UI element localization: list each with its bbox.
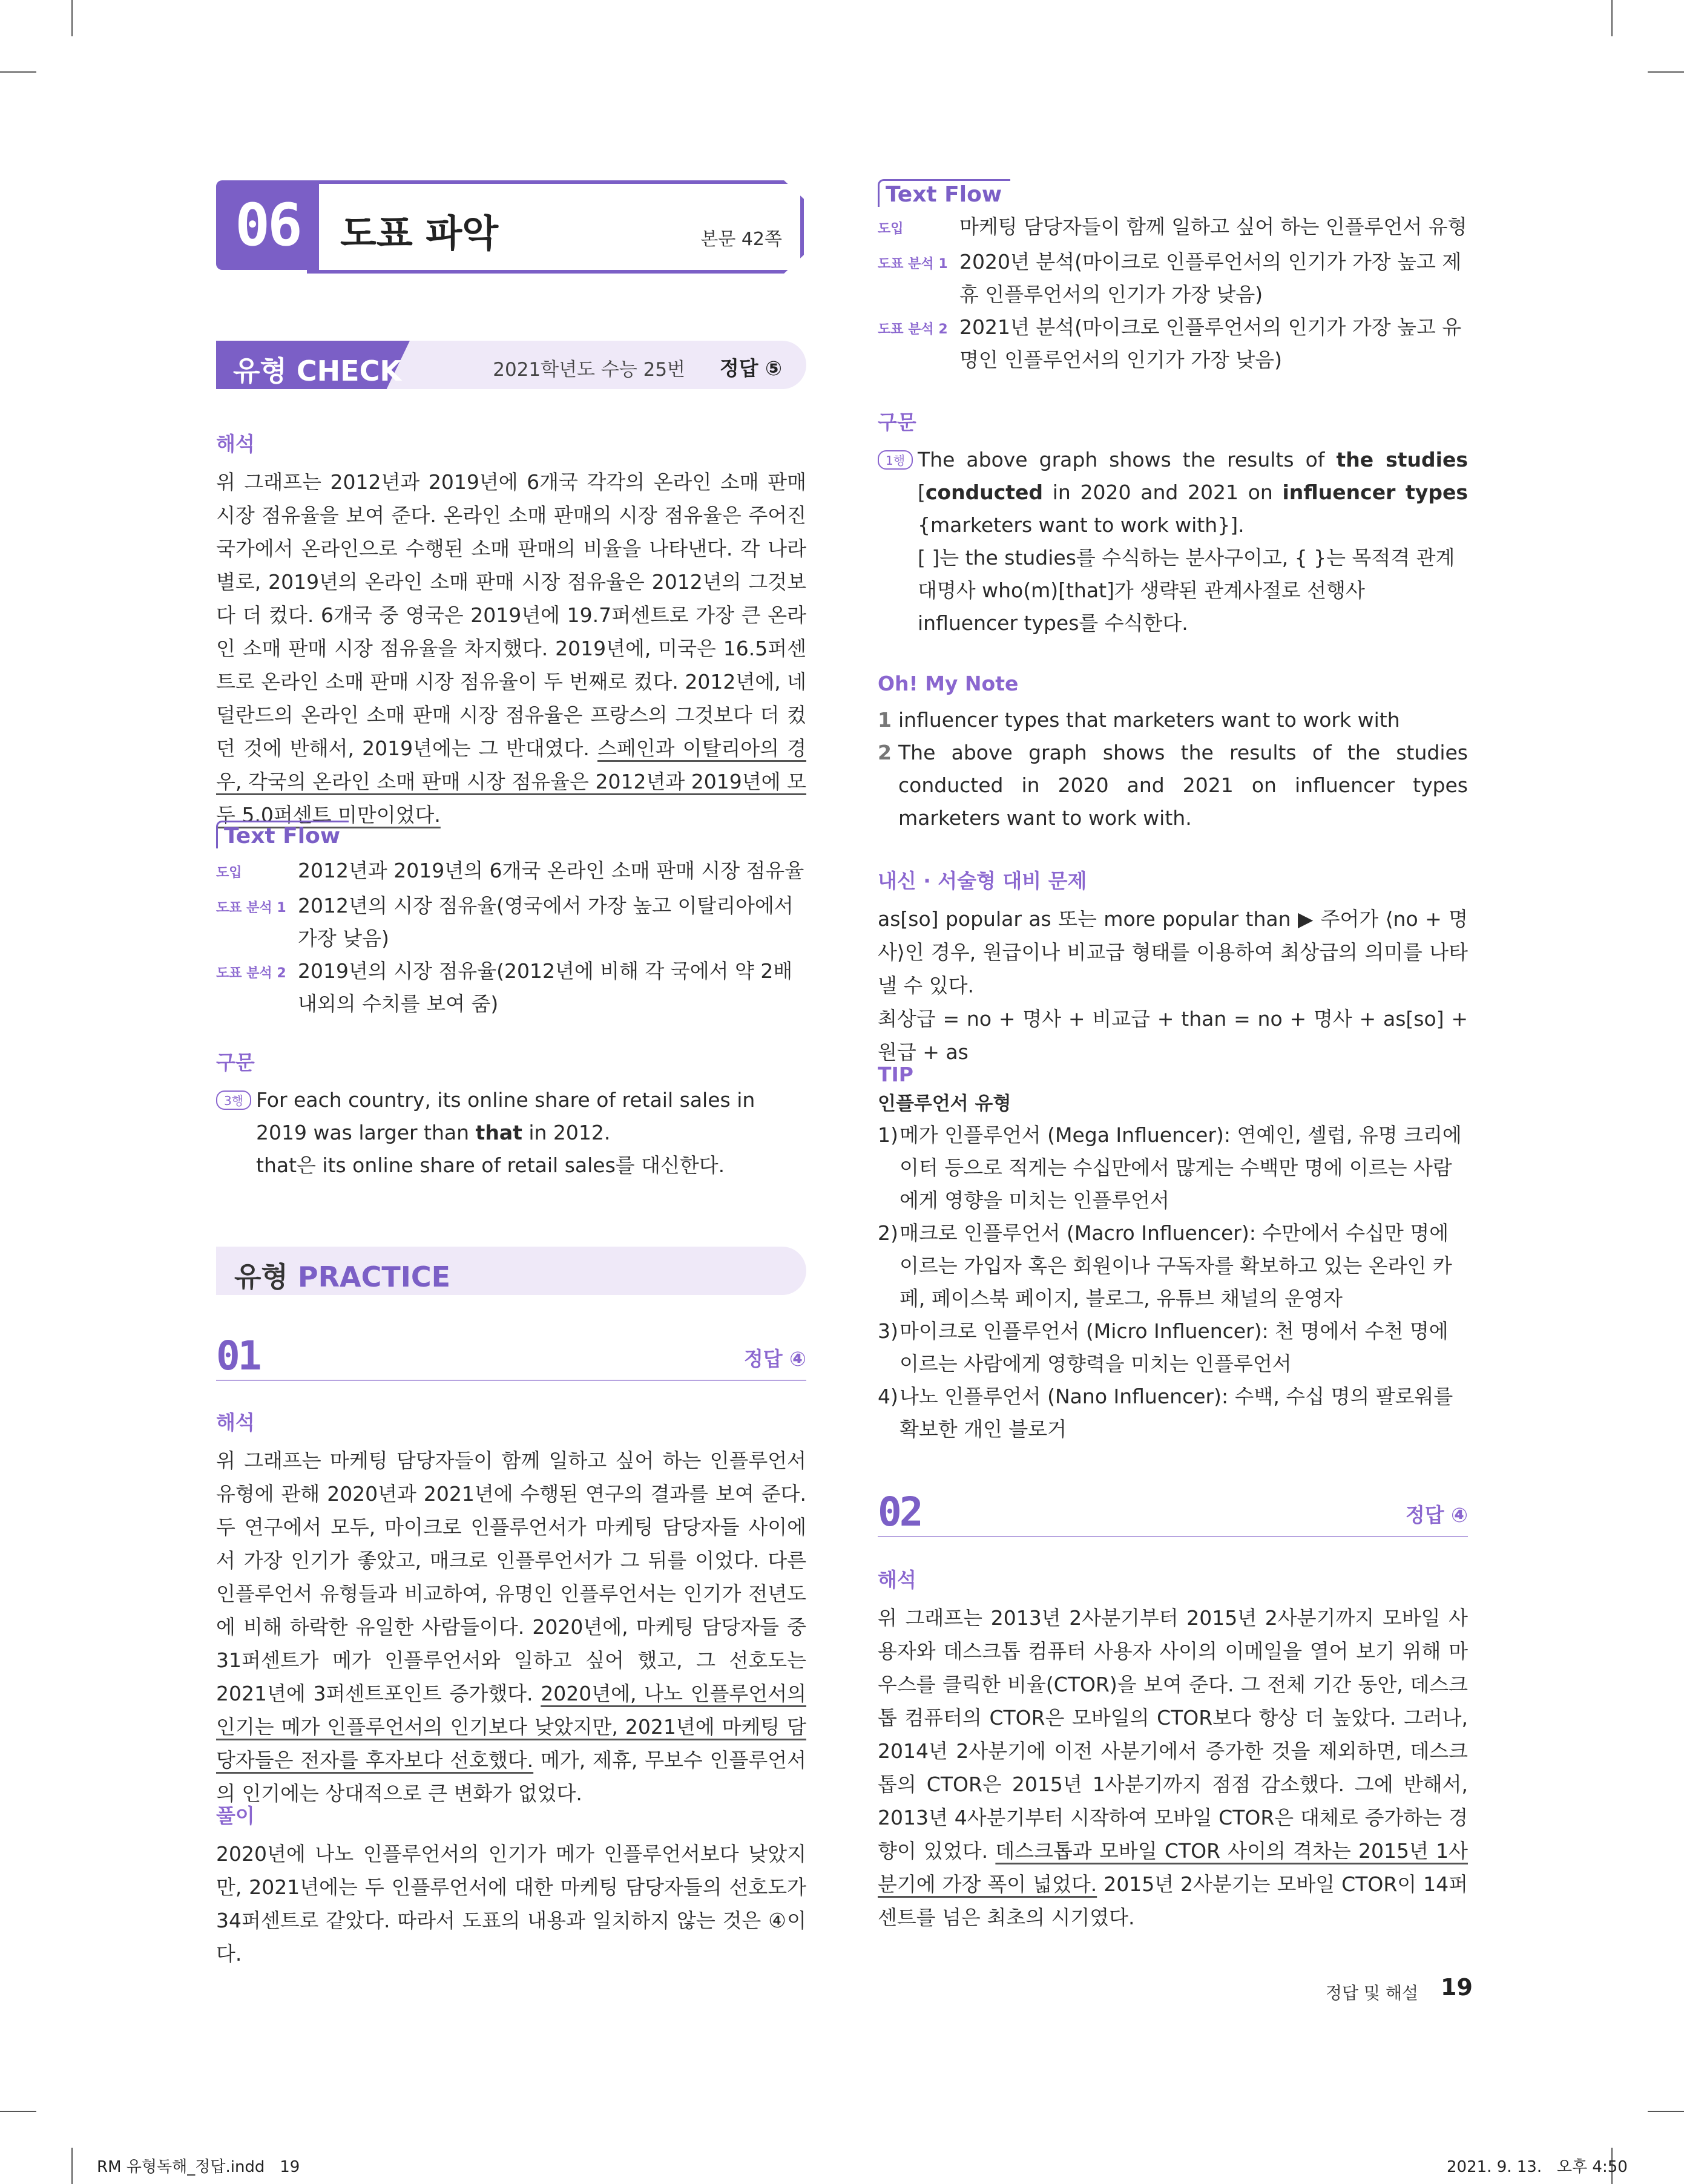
- text-flow-row: [878, 246, 1468, 311]
- interpretation-text: [216, 465, 806, 831]
- text-flow-title: Text Flow: [878, 179, 1010, 207]
- line-badge: 3행: [216, 1090, 251, 1110]
- my-note: [878, 672, 1468, 835]
- tip-number: 3): [878, 1319, 898, 1343]
- crop-mark: [0, 71, 36, 73]
- section-heading: TIP: [878, 1063, 913, 1086]
- grammar-text: in 2020 and 2021 on: [1043, 480, 1283, 504]
- crop-mark: [1648, 2111, 1684, 2112]
- text-flow-label: 도표 분석 2: [216, 966, 286, 981]
- tip-subheading: 인플루언서 유형: [878, 1093, 1011, 1115]
- text-flow-row: [216, 955, 806, 1020]
- text-flow-text: 2020년 분석(마이크로 인플루언서의 인기가 가장 높고 제휴 인플루언서의 인기가 가장 낮음): [959, 250, 1462, 306]
- question-answer: 정답 ④: [1405, 1503, 1468, 1527]
- text-flow-text: 마케팅 담당자들이 함께 일하고 싶어 하는 인플루언서 유형: [959, 215, 1467, 238]
- section-heading: 내신 · 서술형 대비 문제: [878, 869, 1087, 893]
- practice-prefix: 유형: [234, 1261, 298, 1293]
- tip-item: [878, 1380, 1468, 1446]
- type-check-text-flow: [216, 821, 806, 1020]
- chapter-header: [216, 180, 806, 270]
- grammar-text: The above graph shows the results of: [918, 448, 1337, 471]
- section-heading: 해석: [216, 1411, 255, 1434]
- tip-item: [878, 1315, 1468, 1380]
- question-01-interpretation: [216, 1407, 806, 1810]
- note-number: 1: [878, 708, 892, 732]
- grammar-sentence: [256, 1084, 806, 1149]
- note-text: influencer types that marketers want to work with: [898, 708, 1400, 732]
- solution-text: 2020년에 나노 인플루언서의 인기가 메가 인플루언서보다 낮았지만, 2021년에는 두 인플루언서에 대한 마케팅 담당자들의 선호도가 34퍼센트로 같았다. 따라서 도표의 내용과 일치하지 않는 것은 ④이다.: [216, 1842, 806, 1966]
- note-item: [878, 704, 1468, 736]
- section-heading: 구문: [216, 1051, 255, 1074]
- text-flow-label: 도표 분석 1: [216, 900, 286, 916]
- text-flow-text: 2012년과 2019년의 6개국 온라인 소매 판매 시장 점유율: [298, 859, 804, 882]
- type-check-label: 유형 CHECK: [233, 355, 401, 387]
- tip-item: [878, 1119, 1468, 1217]
- type-check-interpretation: [216, 428, 806, 831]
- section-heading: 해석: [878, 1568, 916, 1592]
- chapter-title: 도표 파악: [340, 211, 499, 255]
- tip-text: 마이크로 인플루언서 (Micro Influencer): 천 명에서 수천 명에 이르는 사람에게 영향력을 미치는 인플루언서: [900, 1319, 1449, 1376]
- interpretation-body: 위 그래프는 2012년과 2019년에 6개국 각각의 온라인 소매 판매 시장 점유율을 보여 준다. 온라인 소매 판매의 시장 점유율은 주어진 국가에서 온라인으로 수행된 소매 판매의 비율을 나타낸다. 각 나라별로, 2019년의 온라인 소매 판매 시장 점유율은 2012년의 그것보다 더 컸다. 6개국 중 영국은 2019년에 19.7퍼센트로 가장 큰 온라인 소매 판매 시장 점유율을 차지했다. 2019년에, 미국은 16.5퍼센트로 온라인 소매 판매 시장 점유율이 두 번째로 컸다. 2012년에, 네덜란드의 온라인 소매 판매 시장 점유율은 프랑스의 그것보다 더 컸던 것에 반해서, 2019년에는 그 반대였다.: [216, 470, 806, 760]
- exam-text: as[so] popular as 또는 more popular than ▶ 주어가 ⟨no + 명사⟩인 경우, 원급이나 비교급 형태를 이용하여 최상급의 의미를 나타낼 수 있다.: [878, 907, 1468, 997]
- question-02-interpretation: [878, 1564, 1468, 1934]
- crop-mark: [1648, 71, 1684, 73]
- right-grammar: [878, 407, 1468, 640]
- tip-number: 1): [878, 1123, 898, 1147]
- grammar-bold: conducted: [925, 480, 1044, 504]
- text-flow-label: 도입: [878, 221, 904, 237]
- question-01-header: [216, 1331, 806, 1381]
- question-number: 01: [216, 1333, 260, 1379]
- question-number: 02: [878, 1489, 921, 1535]
- exam-formula: 최상급 = no + 명사 + 비교급 + than = no + 명사 + as[so] + 원급 + as: [878, 1007, 1468, 1064]
- grammar-note: that은 its online share of retail sales를 대신한다.: [256, 1153, 725, 1177]
- question-answer: 정답 ④: [743, 1347, 806, 1371]
- interpretation-text: [216, 1444, 806, 1810]
- page-number: 19: [1441, 1974, 1473, 2001]
- interpretation-text: [878, 1601, 1468, 1934]
- text-flow-label: 도표 분석 1: [878, 257, 948, 272]
- text-flow-label: 도입: [216, 865, 242, 880]
- interpretation-tail: 메가, 제휴, 무보수 인플루언서의 인기에는 상대적으로 큰 변화가 없었다.: [216, 1748, 806, 1805]
- type-check-answer: 정답 ⑤: [719, 356, 782, 380]
- grammar-text: For each country, its online share of retail sales in 2019 was larger than: [256, 1088, 755, 1144]
- note-text: The above graph shows the results of the studies conducted in 2020 and 2021 on influencer types marketers want to work with.: [898, 741, 1468, 830]
- grammar-bold: the studies: [1336, 448, 1468, 471]
- note-item: [878, 736, 1468, 835]
- text-flow-row: [878, 311, 1468, 376]
- type-check-bar: [216, 341, 806, 389]
- text-flow-list: [878, 211, 1468, 376]
- text-flow-label: 도표 분석 2: [878, 322, 948, 337]
- text-flow-text: 2021년 분석(마이크로 인플루언서의 인기가 가장 높고 유명인 인플루언서의 인기가 가장 낮음): [959, 315, 1462, 372]
- grammar-row: [878, 444, 1468, 542]
- tip-section: [878, 1063, 1468, 1446]
- grammar-text-end: in 2012.: [522, 1121, 611, 1144]
- grammar-row: [216, 1084, 806, 1149]
- right-text-flow: [878, 179, 1468, 376]
- chapter-number: 06: [235, 191, 300, 259]
- crop-mark: [0, 2111, 36, 2112]
- grammar-text: {marketers want to work with}].: [918, 513, 1245, 537]
- crop-mark: [1611, 0, 1613, 36]
- crop-mark: [71, 0, 73, 36]
- tip-text: 나노 인플루언서 (Nano Influencer): 수백, 수십 명의 팔로워를 확보한 개인 블로거: [900, 1385, 1453, 1441]
- type-practice-bar: [216, 1247, 806, 1295]
- grammar-note: [ ]는 the studies를 수식하는 분사구이고, { }는 목적격 관계대명사 who(m)[that]가 생략된 관계사절로 선행사 influencer types를 수식한다.: [918, 546, 1455, 635]
- line-badge: 1행: [878, 450, 913, 470]
- type-practice-label: [234, 1255, 450, 1295]
- tip-text: 메가 인플루언서 (Mega Influencer): 연예인, 셀럽, 유명 크리에이터 등으로 적게는 수십만에서 많게는 수백만 명에 이르는 사람에게 영향을 미치는 인플루언서: [900, 1123, 1462, 1212]
- text-flow-text: 2019년의 시장 점유율(2012년에 비해 각 국에서 약 2배 내외의 수치를 보여 줌): [298, 959, 793, 1015]
- grammar-text: [: [918, 480, 926, 504]
- note-number: 2: [878, 741, 892, 764]
- section-heading: 풀이: [216, 1804, 255, 1828]
- tip-number: 4): [878, 1385, 898, 1408]
- text-flow-text: 2012년의 시장 점유율(영국에서 가장 높고 이탈리아에서 가장 낮음): [298, 894, 794, 950]
- practice-accent: PRACTICE: [297, 1261, 451, 1293]
- interpretation-body: 위 그래프는 마케팅 담당자들이 함께 일하고 싶어 하는 인플루언서 유형에 관해 2020년과 2021년에 수행된 연구의 결과를 보여 준다. 두 연구에서 모두, 마이크로 인플루언서가 마케팅 담당자들 사이에서 가장 인기가 좋았고, 매크로 인플루언서가 그 뒤를 이었다. 다른 인플루언서 유형들과 비교하여, 유명인 인플루언서는 인기가 전년도에 비해 하락한 유일한 사람들이다. 2020년에, 마케팅 담당자들 중 31퍼센트가 메가 인플루언서와 일하고 싶어 했고, 그 선호도는 2021년에 3퍼센트포인트 증가했다.: [216, 1449, 806, 1705]
- type-check-grammar: [216, 1047, 806, 1182]
- section-heading: 해석: [216, 432, 255, 456]
- interpretation-tail: 2015년 2사분기는 모바일 CTOR이 14퍼센트를 넘은 최초의 시기였다.: [878, 1872, 1468, 1929]
- text-flow-title: Text Flow: [216, 821, 349, 848]
- grammar-sentence: [918, 444, 1468, 542]
- grammar-bold: that: [475, 1121, 522, 1144]
- question-01-solution: [216, 1800, 806, 1970]
- interpretation-underlined: 데스크톱과 모바일 CTOR 사이의 격차는 2015년 1사분기에 가장 폭이 넓었다.: [878, 1839, 1468, 1896]
- text-flow-row: [878, 211, 1468, 246]
- text-flow-list: [216, 854, 806, 1020]
- question-02-header: [878, 1487, 1468, 1537]
- tip-text: 매크로 인플루언서 (Macro Influencer): 수만에서 수십만 명에 이르는 가입자 혹은 회원이나 구독자를 확보하고 있는 온라인 카페, 페이스북 페이지, 블로그, 유튜브 채널의 운영자: [900, 1221, 1452, 1310]
- tip-number: 2): [878, 1221, 898, 1245]
- text-flow-row: [216, 890, 806, 955]
- chapter-page-ref: 본문 42쪽: [700, 229, 782, 250]
- footer-label: 정답 및 해설: [1326, 1983, 1419, 2003]
- section-heading: Oh! My Note: [878, 672, 1019, 695]
- exam-prep: [878, 865, 1468, 1069]
- text-flow-row: [216, 854, 806, 890]
- interpretation-underlined: 2020년에, 나노 인플루언서의 인기는 메가 인플루언서의 인기보다 낮았지만, 2021년에 마케팅 담당자들은 전자를 후자보다 선호했다.: [216, 1682, 806, 1772]
- type-check-source: 2021학년도 수능 25번: [493, 359, 685, 381]
- interpretation-underlined: 스페인과 이탈리아의 경우, 각국의 온라인 소매 판매 시장 점유율은 2012년과 2019년에 모두 5.0퍼센트 미만이었다.: [216, 736, 806, 827]
- tip-item: [878, 1217, 1468, 1315]
- grammar-bold: influencer types: [1282, 480, 1468, 504]
- print-slug-file: RM 유형독해_정답.indd 19: [97, 2158, 300, 2176]
- crop-mark: [71, 2148, 73, 2184]
- print-slug-date: 2021. 9. 13. 오후 4:50: [1447, 2158, 1628, 2176]
- section-heading: 구문: [878, 410, 916, 434]
- interpretation-body: 위 그래프는 2013년 2사분기부터 2015년 2사분기까지 모바일 사용자와 데스크톱 컴퓨터 사용자 사이의 이메일을 열어 보기 위해 마우스를 클릭한 비율(CTOR)을 보여 준다. 그 전체 기간 동안, 데스크톱 컴퓨터의 CTOR은 모바일의 CTOR보다 항상 더 높았다. 그러나, 2014년 2사분기에 이전 사분기에서 증가한 것을 제외하면, 데스크톱의 CTOR은 2015년 1사분기까지 점점 감소했다. 그에 반해서, 2013년 4사분기부터 시작하여 모바일 CTOR은 대체로 증가하는 경향이 있었다.: [878, 1606, 1468, 1863]
